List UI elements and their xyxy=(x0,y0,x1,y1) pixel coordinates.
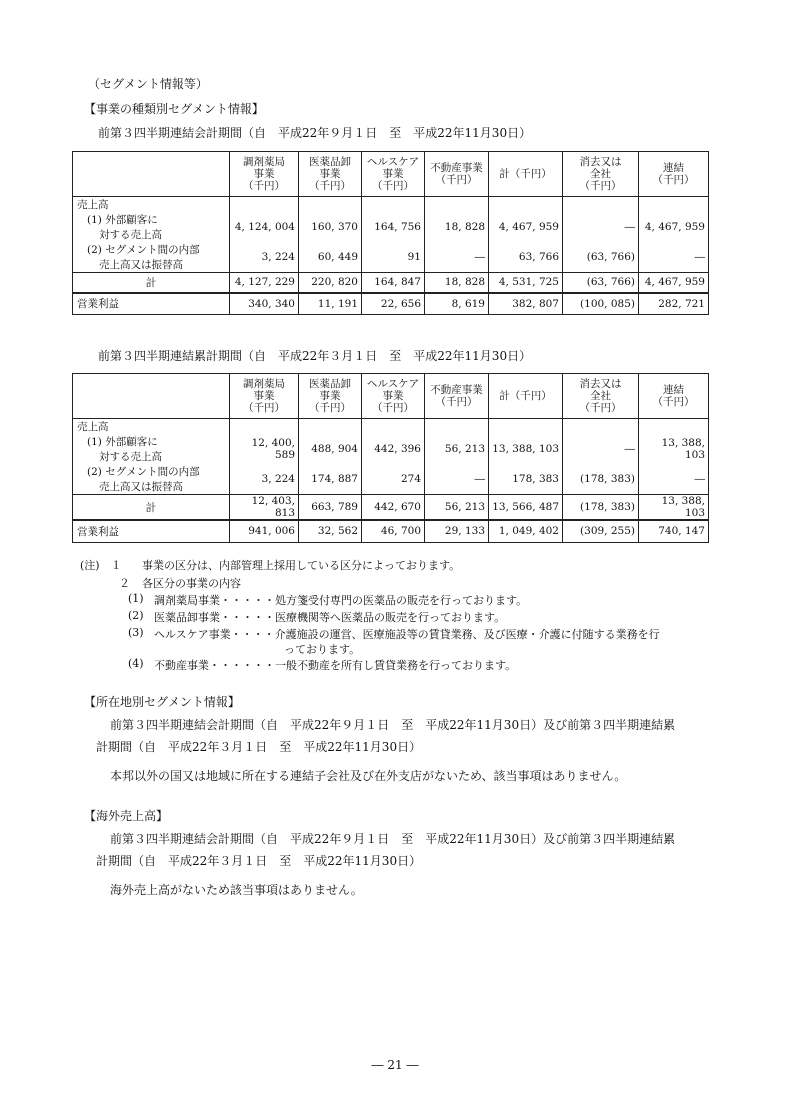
total-label: 計 xyxy=(73,273,230,293)
total-cell: 220, 820 xyxy=(299,273,362,293)
column-header-line: ヘルスケア xyxy=(366,156,420,168)
value-cell: 160, 370 xyxy=(299,212,362,242)
total-cell: 56, 213 xyxy=(425,495,489,521)
total-row xyxy=(73,495,709,521)
empty-cell xyxy=(230,197,299,213)
value-cell: (178, 383) xyxy=(563,464,639,495)
empty-cell xyxy=(489,197,563,213)
empty-cell xyxy=(639,197,709,213)
note-item-text: っております。 xyxy=(284,643,361,656)
column-header-line: 調剤薬局 xyxy=(243,156,285,168)
column-header-line: （千円） xyxy=(435,174,478,186)
column-header-line: 不動産事業 xyxy=(430,384,483,396)
value-cell: 4, 467, 959 xyxy=(639,212,709,242)
operating-income-cell: 740, 147 xyxy=(639,520,709,542)
note-item-num: (2) xyxy=(128,609,144,622)
page-number: ― 21 ― xyxy=(371,1058,419,1072)
note-item-num: (4) xyxy=(128,657,144,670)
column-header-line: 計（千円） xyxy=(499,168,552,180)
value-cell: ― xyxy=(563,212,639,242)
note-2-prefix: ２ xyxy=(119,577,130,590)
value-cell: 174, 887 xyxy=(299,464,362,495)
total-cell: 4, 127, 229 xyxy=(230,273,299,293)
operating-income-cell: 8, 619 xyxy=(425,293,489,315)
column-header-line: 事業 xyxy=(382,390,404,402)
column-header-line: 調剤薬局 xyxy=(243,378,285,390)
value-cell: 4, 124, 004 xyxy=(230,212,299,242)
value-cell: 13, 388, 103 xyxy=(489,434,563,464)
note-item-text: ヘルスケア事業・・・・介護施設の運営、医療施設等の賃貸業務、及び医療・介護に付随する業務を行 xyxy=(154,628,660,641)
column-header-line: （千円） xyxy=(435,396,478,408)
value-cell: ― xyxy=(425,242,489,273)
operating-income-row xyxy=(73,293,709,315)
column-header-line: 事業 xyxy=(382,168,404,180)
value-cell: 60, 449 xyxy=(299,242,362,273)
column-header-line: （千円） xyxy=(579,402,622,414)
total-label: 計 xyxy=(73,495,230,521)
note-1: 事業の区分は、内部管理上採用している区分によっております。 xyxy=(142,559,461,572)
column-header-line: （千円） xyxy=(372,180,414,192)
column-header-line: 全社 xyxy=(590,390,611,402)
overseas-period-line2: 計期間（自 平成22年３月１日 至 平成22年11月30日） xyxy=(96,854,422,868)
operating-income-cell: 941, 006 xyxy=(230,520,299,542)
empty-cell xyxy=(230,419,299,435)
total-cell: (178, 383) xyxy=(563,495,639,521)
note-item-text: 医薬品卸事業・・・・・医療機関等へ医薬品の販売を行っております。 xyxy=(154,611,506,624)
total-cell: 13, 566, 487 xyxy=(489,495,563,521)
overseas-body: 海外売上高がないため該当事項はありません。 xyxy=(110,883,363,897)
column-header-line: （千円） xyxy=(309,180,351,192)
column-header xyxy=(230,374,299,419)
empty-cell xyxy=(362,419,425,435)
note-1-prefix: (注) １ xyxy=(80,559,122,572)
empty-cell xyxy=(563,419,639,435)
total-cell: 4, 531, 725 xyxy=(489,273,563,293)
value-cell: 4, 467, 959 xyxy=(489,212,563,242)
operating-income-cell: (100, 085) xyxy=(563,293,639,315)
column-header xyxy=(489,374,563,419)
column-header-line: 消去又は xyxy=(579,156,622,168)
note-item-text: 調剤薬局事業・・・・・処方箋受付専門の医薬品の販売を行っております。 xyxy=(154,594,528,607)
table-row xyxy=(73,212,709,242)
value-cell: 178, 383 xyxy=(489,464,563,495)
location-period-line1: 前第３四半期連結会計期間（自 平成22年９月１日 至 平成22年11月30日）及び前第３四半期連結累 xyxy=(110,718,676,732)
note-item-num: (3) xyxy=(128,626,144,639)
operating-income-cell: 1, 049, 402 xyxy=(489,520,563,542)
value-cell: 488, 904 xyxy=(299,434,362,464)
column-header xyxy=(639,374,709,419)
location-segment-heading: 【所在地別セグメント情報】 xyxy=(84,695,240,709)
note-2: 各区分の事業の内容 xyxy=(142,577,241,590)
column-header-line: 消去又は xyxy=(579,378,622,390)
row-label-line: 売上高又は振替高 xyxy=(99,259,183,271)
column-header xyxy=(362,152,425,197)
value-cell: 63, 766 xyxy=(489,242,563,273)
column-header xyxy=(563,374,639,419)
operating-income-cell: 32, 562 xyxy=(299,520,362,542)
column-header xyxy=(563,152,639,197)
value-cell: 18, 828 xyxy=(425,212,489,242)
column-header-line: 全社 xyxy=(590,168,611,180)
operating-income-label: 営業利益 xyxy=(73,293,230,315)
column-header-line: 医薬品卸 xyxy=(309,378,351,390)
value-cell: ― xyxy=(639,242,709,273)
column-header-line: （千円） xyxy=(652,174,695,186)
total-cell: 164, 847 xyxy=(362,273,425,293)
column-header-line: （千円） xyxy=(579,180,622,192)
operating-income-cell: 340, 340 xyxy=(230,293,299,315)
column-header-line: 事業 xyxy=(319,168,341,180)
note-item-text: 不動産事業・・・・・・一般不動産を所有し賃貸業務を行っております。 xyxy=(154,659,517,672)
operating-income-cell: 382, 807 xyxy=(489,293,563,315)
operating-income-label: 営業利益 xyxy=(73,520,230,542)
value-cell: 56, 213 xyxy=(425,434,489,464)
row-label-line: 対する売上高 xyxy=(99,451,162,463)
value-cell: 442, 396 xyxy=(362,434,425,464)
overseas-period-line1: 前第３四半期連結会計期間（自 平成22年９月１日 至 平成22年11月30日）及び前第３四半期連結累 xyxy=(110,832,676,846)
column-header-line: （千円） xyxy=(372,402,414,414)
column-header-line: （千円） xyxy=(243,402,285,414)
row-label-line: (1) 外部顧客に xyxy=(87,214,158,226)
empty-cell xyxy=(425,419,489,435)
column-header-line: 事業 xyxy=(253,168,275,180)
operating-income-cell: 46, 700 xyxy=(362,520,425,542)
operating-income-cell: (309, 255) xyxy=(563,520,639,542)
value-cell: 3, 224 xyxy=(230,464,299,495)
column-header-line: （千円） xyxy=(243,180,285,192)
empty-cell xyxy=(563,197,639,213)
note-item-num: (1) xyxy=(128,592,144,605)
row-label-line: (2) セグメント間の内部 xyxy=(87,244,200,256)
empty-cell xyxy=(362,197,425,213)
row-label-line: 対する売上高 xyxy=(99,229,162,241)
total-cell: 18, 828 xyxy=(425,273,489,293)
column-header xyxy=(230,152,299,197)
column-header xyxy=(639,152,709,197)
empty-cell xyxy=(299,419,362,435)
column-header-line: 事業 xyxy=(253,390,275,402)
total-cell: 663, 789 xyxy=(299,495,362,521)
operating-income-row xyxy=(73,520,709,542)
total-cell: 13, 388, 103 xyxy=(639,495,709,521)
location-body: 本邦以外の国又は地域に所在する連結子会社及び在外支店がないため、該当事項はありません。 xyxy=(110,769,627,783)
location-period-line2: 計期間（自 平成22年３月１日 至 平成22年11月30日） xyxy=(96,740,422,754)
column-header-line: ヘルスケア xyxy=(366,378,420,390)
empty-cell xyxy=(489,419,563,435)
segment-table-quarter xyxy=(72,151,709,315)
header-blank xyxy=(73,374,230,419)
overseas-sales-heading: 【海外売上高】 xyxy=(84,809,169,823)
segment-info-title: （セグメント情報等） xyxy=(88,77,208,91)
value-cell: 3, 224 xyxy=(230,242,299,273)
value-cell: 91 xyxy=(362,242,425,273)
table-row xyxy=(73,464,709,495)
total-row xyxy=(73,273,709,293)
column-header-line: 連結 xyxy=(663,384,684,396)
row-label-line: 売上高又は振替高 xyxy=(99,481,183,493)
total-cell: 12, 403, 813 xyxy=(230,495,299,521)
column-header-line: 事業 xyxy=(319,390,341,402)
operating-income-cell: 22, 656 xyxy=(362,293,425,315)
operating-income-cell: 11, 191 xyxy=(299,293,362,315)
total-cell: 442, 670 xyxy=(362,495,425,521)
value-cell: (63, 766) xyxy=(563,242,639,273)
column-header-line: （千円） xyxy=(652,396,695,408)
column-header-line: 不動産事業 xyxy=(430,162,483,174)
total-cell: 4, 467, 959 xyxy=(639,273,709,293)
column-header xyxy=(425,374,489,419)
table2-period: 前第３四半期連結累計期間（自 平成22年３月１日 至 平成22年11月30日） xyxy=(98,349,532,363)
segment-table-cumulative xyxy=(72,373,709,543)
empty-cell xyxy=(425,197,489,213)
column-header xyxy=(362,374,425,419)
column-header-line: 連結 xyxy=(663,162,684,174)
empty-cell xyxy=(299,197,362,213)
column-header xyxy=(425,152,489,197)
value-cell: 13, 388, 103 xyxy=(639,434,709,464)
value-cell: ― xyxy=(563,434,639,464)
empty-cell xyxy=(639,419,709,435)
table1-period: 前第３四半期連結会計期間（自 平成22年９月１日 至 平成22年11月30日） xyxy=(98,126,532,140)
value-cell: 274 xyxy=(362,464,425,495)
table-row xyxy=(73,242,709,273)
total-cell: (63, 766) xyxy=(563,273,639,293)
column-header xyxy=(299,152,362,197)
table-row xyxy=(73,434,709,464)
sales-label: 売上高 xyxy=(77,421,109,433)
value-cell: 164, 756 xyxy=(362,212,425,242)
column-header xyxy=(489,152,563,197)
value-cell: 12, 400, 589 xyxy=(230,434,299,464)
sales-label: 売上高 xyxy=(77,199,109,211)
value-cell: ― xyxy=(639,464,709,495)
column-header-line: 医薬品卸 xyxy=(309,156,351,168)
row-label-line: (1) 外部顧客に xyxy=(87,436,158,448)
operating-income-cell: 282, 721 xyxy=(639,293,709,315)
operating-income-cell: 29, 133 xyxy=(425,520,489,542)
column-header xyxy=(299,374,362,419)
row-label-line: (2) セグメント間の内部 xyxy=(87,466,200,478)
column-header-line: （千円） xyxy=(309,402,351,414)
business-segment-heading: 【事業の種類別セグメント情報】 xyxy=(84,102,264,116)
column-header-line: 計（千円） xyxy=(499,390,552,402)
value-cell: ― xyxy=(425,464,489,495)
header-blank xyxy=(73,152,230,197)
